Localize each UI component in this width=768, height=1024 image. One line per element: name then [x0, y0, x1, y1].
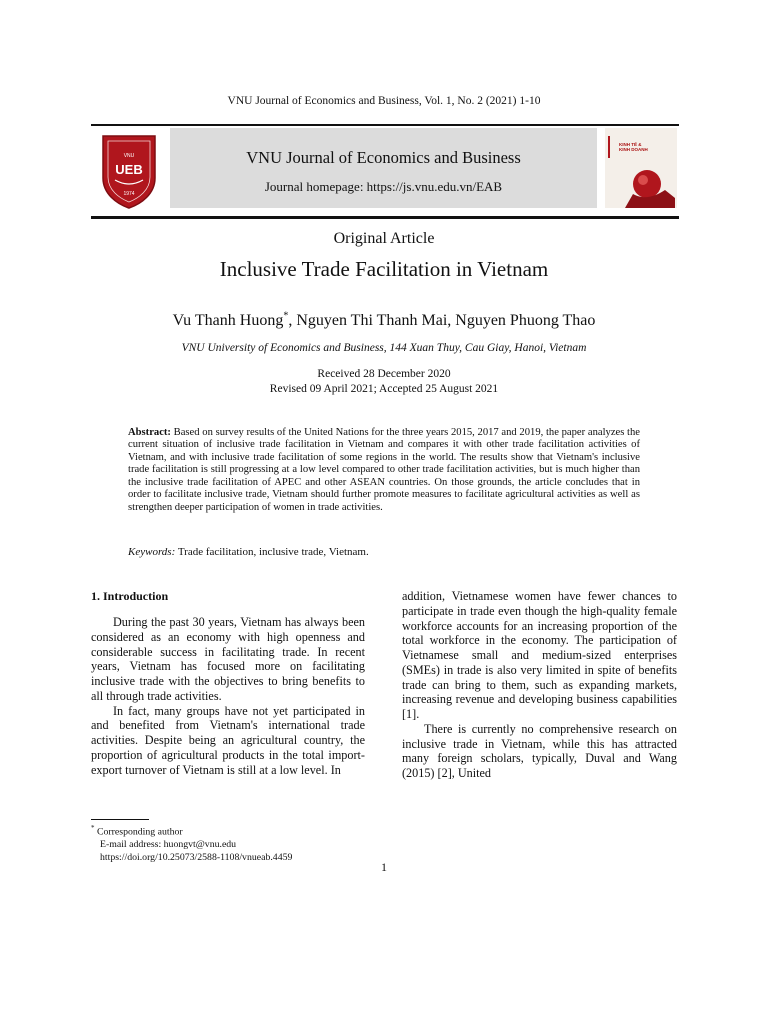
- logo-vnu-text: VNU: [123, 152, 135, 159]
- keywords-label: Keywords:: [128, 546, 176, 558]
- received-date: Received 28 December 2020: [317, 368, 451, 380]
- article-type: Original Article: [333, 230, 435, 247]
- body-paragraph: There is currently no comprehensive research on inclusive trade in Vietnam, while this has attracted many foreign scholars, typically, Duval and Wang (2015) [2], United: [402, 721, 677, 780]
- journal-cover-thumbnail: [605, 128, 677, 208]
- body-paragraph: During the past 30 years, Vietnam has always been considered as an economy with high openness and considerable success in facilitating trade. In recent years, Vietnam has focused more on facilitating inclusive trade with the objectives to bring benefits to all through trade activities.: [91, 615, 365, 703]
- corresponding-mark: *: [283, 310, 289, 322]
- article-dates: [0, 367, 768, 397]
- keywords-text: Trade facilitation, inclusive trade, Vietnam.: [175, 546, 369, 558]
- logo-year-text: 1974: [123, 190, 135, 197]
- corresponding-author-note: [91, 822, 292, 838]
- abstract-text: Based on survey results of the United Nations for the three years 2015, 2017 and 2019, the paper analyzes the current situation of inclusive trade facilitation in Vietnam and compares it with other trade facilitation activities of Vietnam, and with inclusive trade facilitation of some regions in the world. The results show that Vietnam's inclusive trade facilitation is still progressing at a low level compared to other trade facilitation activities, but is much higher than the inclusive trade facilitation of APEC and other ASEAN countries. On those grounds, the article concludes that in order to facilitate inclusive trade, Vietnam should further promote measures to facilitate agricultural activities as well as strengthen deeper participation of women in trade activities.: [128, 427, 640, 513]
- footnote-rule: [91, 819, 149, 820]
- abstract-label: Abstract:: [128, 427, 171, 438]
- author-email[interactable]: E-mail address: huongvt@vnu.edu: [100, 839, 237, 851]
- abstract: [128, 427, 640, 514]
- body-column-right: [402, 589, 677, 781]
- journal-banner: [170, 128, 597, 208]
- other-authors: , Nguyen Thi Thanh Mai, Nguyen Phuong Thao: [288, 312, 596, 329]
- article-title: Inclusive Trade Facilitation in Vietnam: [219, 257, 549, 281]
- keywords: [128, 546, 640, 558]
- revised-accepted-date: Revised 09 April 2021; Accepted 25 August 2021: [269, 383, 499, 395]
- journal-homepage: Journal homepage: https://js.vnu.edu.vn/EAB: [264, 179, 503, 194]
- body-paragraph: addition, Vietnamese women have fewer chances to participate in trade even though the high-quality female workforce accounts for an increasing proportion of the total workforce in the economy. The participation of Vietnamese small and medium-sized enterprises (SMEs) in trade is also very limited in spite of benefits trade can bring to them, such as expanding markets, increasing revenue and developing business capabilities [1].: [402, 589, 677, 721]
- first-author: Vu Thanh Huong: [172, 312, 284, 329]
- footnote-mark: *: [91, 824, 95, 832]
- banner-top-rule: [91, 124, 679, 126]
- journal-name: VNU Journal of Economics and Business: [246, 148, 521, 167]
- ueb-shield-icon: [99, 132, 159, 210]
- author-list: [0, 312, 768, 330]
- logo-ueb-text: UEB: [115, 161, 143, 177]
- footnote: [91, 822, 292, 864]
- cover-brand-line-2: KINH DOANH: [619, 147, 648, 152]
- ueb-logo: [91, 128, 167, 213]
- page-number: 1: [381, 860, 387, 874]
- running-head: VNU Journal of Economics and Business, Vol. 1, No. 2 (2021) 1-10: [227, 95, 541, 107]
- cover-brand-line-1: KINH TẾ &: [619, 142, 642, 147]
- cover-art-icon: [605, 128, 677, 208]
- section-heading: 1. Introduction: [91, 589, 169, 603]
- corresponding-author-label: Corresponding author: [94, 826, 183, 838]
- body-column-left: [91, 615, 365, 777]
- banner-bottom-rule: [91, 216, 679, 219]
- doi-link[interactable]: https://doi.org/10.25073/2588-1108/vnueab.4459: [100, 852, 293, 864]
- body-paragraph: In fact, many groups have not yet participated in and benefited from Vietnam's international trade activities. Despite being an agricultural country, the proportion of agricultural products in the total import-export turnover of Vietnam is still at a low level. In: [91, 703, 365, 777]
- affiliation: VNU University of Economics and Business, 144 Xuan Thuy, Cau Giay, Hanoi, Vietnam: [181, 342, 587, 354]
